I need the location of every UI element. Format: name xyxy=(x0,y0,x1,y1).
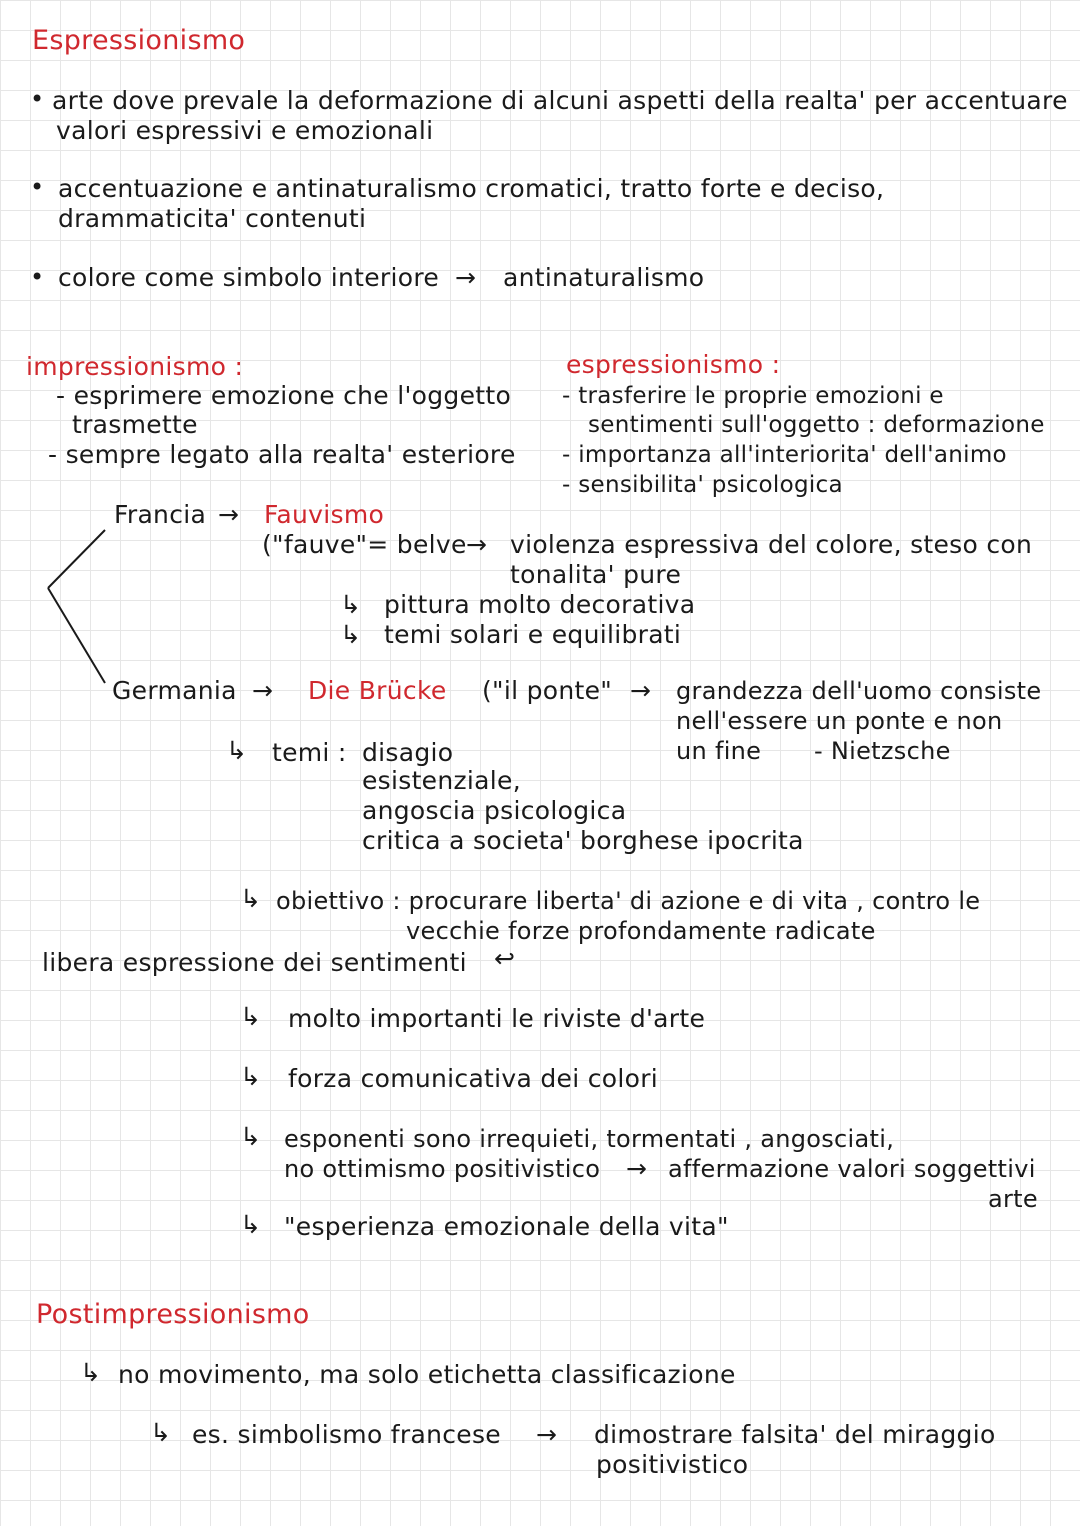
obiettivo-line-1: obiettivo : procurare liberta' di azione e di vita , contro le xyxy=(276,887,981,915)
nietzsche-quote-2: nell'essere un ponte e non xyxy=(676,707,1003,735)
bullet-2-line-2: drammaticita' contenuti xyxy=(58,204,367,233)
bracket-upper-line xyxy=(48,530,105,588)
impressionismo-heading: impressionismo : xyxy=(26,352,244,381)
postimpressionismo-line-1: no movimento, ma solo etichetta classificazione xyxy=(118,1360,736,1389)
arrow-right-icon: → xyxy=(626,1154,648,1183)
back-arrow-icon: ↩ xyxy=(494,944,516,973)
point-esponenti-1: esponenti sono irrequieti, tormentati , angosciati, xyxy=(284,1125,895,1153)
obiettivo-line-2: vecchie forze profondamente radicate xyxy=(406,917,876,945)
bullet-3-right: antinaturalismo xyxy=(503,263,705,292)
postimpressionismo-line-3: dimostrare falsita' del miraggio xyxy=(594,1420,996,1449)
bracket-lower-line xyxy=(48,588,105,683)
fauvismo-label: Fauvismo xyxy=(264,500,385,529)
libera-espressione: libera espressione dei sentimenti xyxy=(42,948,467,977)
bullet-1-line-1: arte dove prevale la deformazione di alcuni aspetti della realta' per accentuare xyxy=(52,86,1068,115)
bullet-2-line-1: accentuazione e antinaturalismo cromatici, tratto forte e deciso, xyxy=(58,174,885,203)
fauvismo-description: violenza espressiva del colore, steso con xyxy=(510,530,1033,559)
nietzsche-quote-1: grandezza dell'uomo consiste xyxy=(676,677,1042,705)
bullet-3-left: colore come simbolo interiore xyxy=(58,263,440,292)
hook-arrow-icon: ↳ xyxy=(226,736,248,765)
bullet-dot: • xyxy=(30,173,45,201)
postimpressionismo-heading: Postimpressionismo xyxy=(36,1299,310,1330)
francia-label: Francia xyxy=(114,500,207,529)
hook-arrow-icon: ↳ xyxy=(340,620,362,649)
temi-line-4: critica a societa' borghese ipocrita xyxy=(362,826,804,855)
espressionismo-line-3: - importanza all'interiorita' dell'animo xyxy=(562,442,1007,468)
bullet-1-line-2: valori espressivi e emozionali xyxy=(56,116,434,145)
espressionismo-heading: espressionismo : xyxy=(566,350,781,379)
postimpressionismo-line-4: positivistico xyxy=(596,1450,749,1479)
point-esponenti-3: affermazione valori soggettivi xyxy=(668,1155,1036,1183)
nietzsche-quote-3: un fine xyxy=(676,737,762,765)
espressionismo-line-1: - trasferire le proprie emozioni e xyxy=(562,383,944,409)
arrow-right-icon: → xyxy=(466,530,488,559)
arrow-right-icon: → xyxy=(536,1420,558,1449)
hook-arrow-icon: ↳ xyxy=(150,1418,172,1447)
temi-line-1: disagio xyxy=(362,738,454,767)
il-ponte-label: ("il ponte" xyxy=(482,676,613,705)
nietzsche-author: - Nietzsche xyxy=(814,737,951,765)
point-esponenti-2: no ottimismo positivistico xyxy=(284,1155,601,1183)
hook-arrow-icon: ↳ xyxy=(240,1122,262,1151)
hook-arrow-icon: ↳ xyxy=(340,590,362,619)
arrow-right-icon: → xyxy=(630,676,652,705)
temi-label: temi : xyxy=(272,738,347,767)
germania-label: Germania xyxy=(112,676,237,705)
arrow-right-icon: → xyxy=(218,500,240,529)
point-esperienza: "esperienza emozionale della vita" xyxy=(284,1212,729,1241)
point-riviste: molto importanti le riviste d'arte xyxy=(288,1004,706,1033)
bullet-dot: • xyxy=(30,85,45,113)
temi-line-2: esistenziale, xyxy=(362,766,521,795)
hook-arrow-icon: ↳ xyxy=(240,1062,262,1091)
fauve-definition: ("fauve"= belve xyxy=(262,530,467,559)
hook-arrow-icon: ↳ xyxy=(240,884,262,913)
fauvismo-description-2: tonalita' pure xyxy=(510,560,682,589)
postimpressionismo-line-2: es. simbolismo francese xyxy=(192,1420,501,1449)
hook-arrow-icon: ↳ xyxy=(240,1210,262,1239)
temi-line-3: angoscia psicologica xyxy=(362,796,627,825)
point-colori: forza comunicativa dei colori xyxy=(288,1064,659,1093)
fauvismo-sub-2: temi solari e equilibrati xyxy=(384,620,682,649)
impressionismo-line-1: - esprimere emozione che l'oggetto xyxy=(56,381,512,410)
arrow-right-icon: → xyxy=(455,263,477,292)
espressionismo-line-2: sentimenti sull'oggetto : deformazione xyxy=(588,412,1045,438)
page-title: Espressionismo xyxy=(32,25,246,56)
die-brucke-label: Die Brücke xyxy=(308,676,447,705)
arrow-right-icon: → xyxy=(252,676,274,705)
hook-arrow-icon: ↳ xyxy=(240,1002,262,1031)
impressionismo-line-2: trasmette xyxy=(72,410,198,439)
hook-arrow-icon: ↳ xyxy=(80,1358,102,1387)
impressionismo-line-3: - sempre legato alla realta' esteriore xyxy=(48,440,516,469)
bullet-dot: • xyxy=(30,263,45,291)
fauvismo-sub-1: pittura molto decorativa xyxy=(384,590,696,619)
espressionismo-line-4: - sensibilita' psicologica xyxy=(562,472,843,498)
point-esponenti-4: arte xyxy=(988,1185,1038,1213)
